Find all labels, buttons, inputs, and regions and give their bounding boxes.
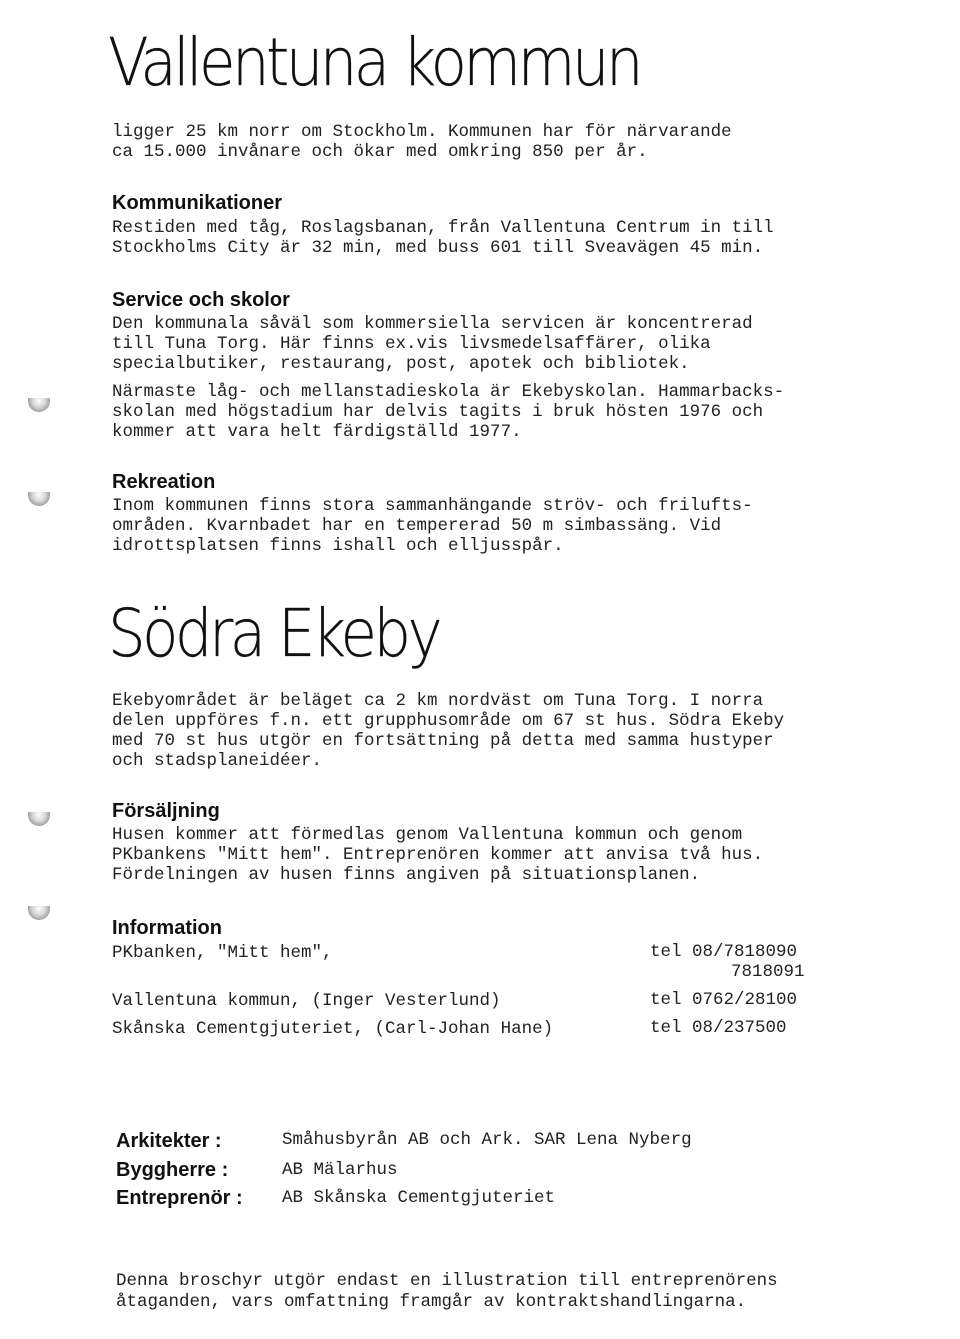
credit-label: Entreprenör : [116, 1187, 243, 1209]
punch-hole [28, 906, 50, 920]
service-line: kommer att vara helt färdigställd 1977. [112, 422, 522, 442]
kommunikationer-line: Stockholms City är 32 min, med buss 601 till Sveavägen 45 min. [112, 238, 764, 258]
contact-tel: tel 08/7818090 [650, 942, 798, 962]
rekreation-line: områden. Kvarnbadet har en tempererad 50 m simbassäng. Vid [112, 516, 722, 536]
information-heading: Information [112, 917, 222, 939]
kommunikationer-heading: Kommunikationer [112, 192, 283, 214]
service-line: till Tuna Torg. Här finns ex.vis livsmedelsaffärer, olika [112, 334, 711, 354]
rekreation-line: idrottsplatsen finns ishall och elljusspår. [112, 536, 564, 556]
service-line: specialbutiker, restaurang, post, apotek och bibliotek. [112, 354, 690, 374]
section-title: Södra Ekeby [108, 595, 440, 672]
service-line: skolan med högstadium har delvis tagits i bruk hösten 1976 och [112, 402, 764, 422]
contact-tel: tel 08/237500 [650, 1018, 787, 1038]
contact-name: PKbanken, "Mitt hem", [112, 943, 333, 963]
disclaimer-line: Denna broschyr utgör endast en illustration till entreprenörens [116, 1271, 778, 1291]
ekeby-line: med 70 st hus utgör en fortsättning på detta med samma hustyper [112, 731, 774, 751]
rekreation-line: Inom kommunen finns stora sammanhängande ströv- och frilufts- [112, 496, 753, 516]
kommunikationer-line: Restiden med tåg, Roslagsbanan, från Vallentuna Centrum in till [112, 218, 774, 238]
rekreation-heading: Rekreation [112, 471, 216, 493]
ekeby-line: Ekebyområdet är beläget ca 2 km nordväst om Tuna Torg. I norra [112, 691, 764, 711]
credit-value: AB Mälarhus [282, 1160, 398, 1180]
service-line: Den kommunala såväl som kommersiella servicen är koncentrerad [112, 314, 753, 334]
credit-label: Arkitekter : [116, 1130, 222, 1152]
contact-tel: tel 0762/28100 [650, 990, 798, 1010]
ekeby-line: delen uppföres f.n. ett grupphusområde om 67 st hus. Södra Ekeby [112, 711, 785, 731]
credit-value: AB Skånska Cementgjuteriet [282, 1188, 556, 1208]
ekeby-line: och stadsplaneidéer. [112, 751, 323, 771]
disclaimer-line: åtaganden, vars omfattning framgår av kontraktshandlingarna. [116, 1292, 747, 1312]
service-heading: Service och skolor [112, 289, 290, 311]
credit-label: Byggherre : [116, 1159, 229, 1181]
service-line: Närmaste låg- och mellanstadieskola är Ekebyskolan. Hammarbacks- [112, 382, 785, 402]
punch-hole [28, 492, 50, 506]
forsaljning-heading: Försäljning [112, 800, 220, 822]
page-title: Vallentuna kommun [108, 24, 640, 101]
punch-hole [28, 398, 50, 412]
contact-name: Skånska Cementgjuteriet, (Carl-Johan Hane) [112, 1019, 554, 1039]
credit-value: Småhusbyrån AB och Ark. SAR Lena Nyberg [282, 1130, 692, 1150]
intro-line: ligger 25 km norr om Stockholm. Kommunen har för närvarande [112, 122, 732, 142]
forsaljning-line: PKbankens "Mitt hem". Entreprenören kommer att anvisa två hus. [112, 845, 764, 865]
forsaljning-line: Fördelningen av husen finns angiven på situationsplanen. [112, 865, 701, 885]
contact-tel: 7818091 [731, 962, 805, 982]
intro-line: ca 15.000 invånare och ökar med omkring 850 per år. [112, 142, 648, 162]
punch-hole [28, 812, 50, 826]
contact-name: Vallentuna kommun, (Inger Vesterlund) [112, 991, 501, 1011]
forsaljning-line: Husen kommer att förmedlas genom Vallentuna kommun och genom [112, 825, 743, 845]
